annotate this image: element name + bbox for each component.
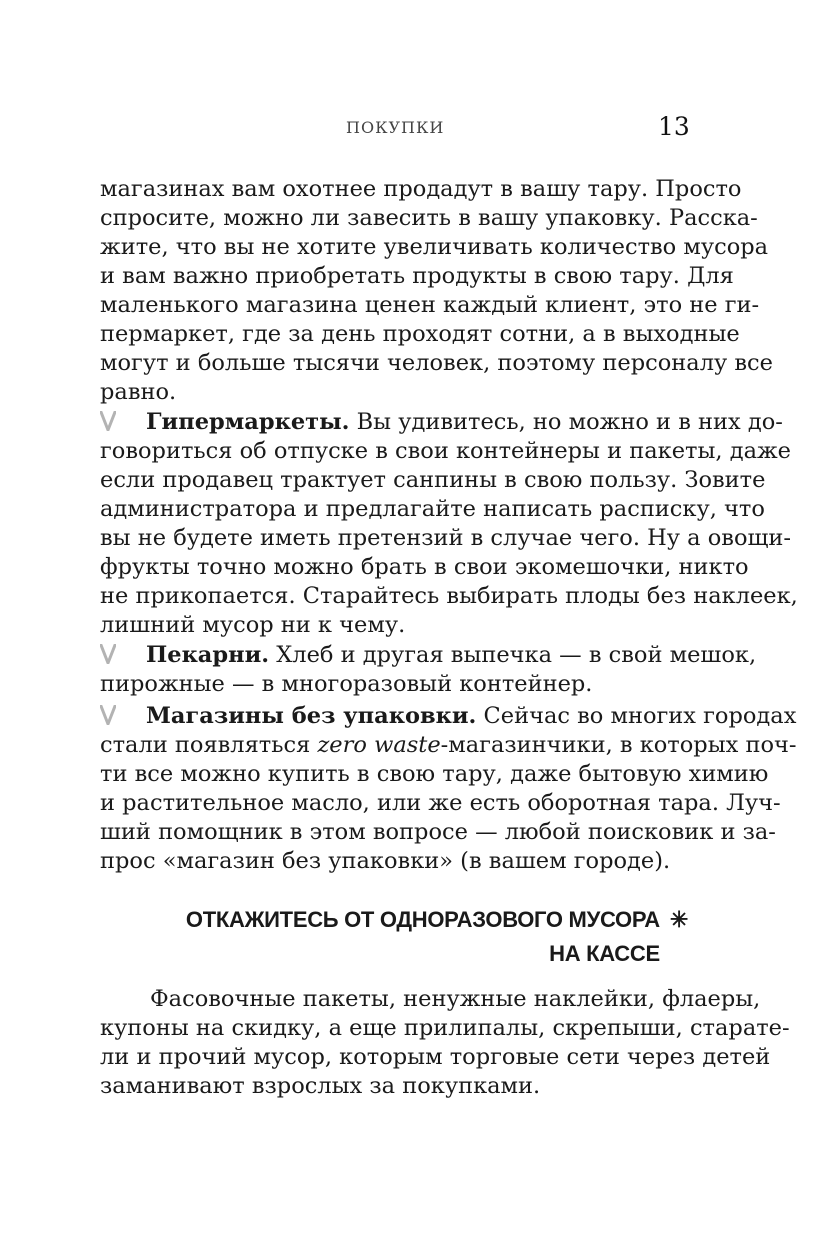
section-heading-text: ОТКАЖИТЕСЬ ОТ ОДНОРАЗОВОГО МУСОРА — [185, 907, 660, 932]
text-line: спросите, можно ли завесить в вашу упаковку. Расска- — [100, 205, 758, 231]
closing-paragraph — [100, 985, 790, 1101]
bullet-item-hypermarkets — [100, 408, 798, 640]
text-line — [100, 641, 757, 670]
text-line: Фасовочные пакеты, ненужные наклейки, флаеры, — [150, 986, 761, 1012]
bullet-text: Вы удивитесь, но можно и в них до- — [349, 409, 783, 435]
section-heading-line2 — [160, 938, 688, 970]
text-line: магазинах вам охотнее продадут в вашу тару. Просто — [100, 176, 742, 202]
bullet-term: Магазины без упаковки. — [146, 703, 477, 729]
section-heading-line1 — [160, 904, 688, 936]
text-line: жите, что вы не хотите увеличивать количество мусора — [100, 234, 769, 260]
text-line: равно. — [100, 379, 177, 405]
text-line: прос «магазин без упаковки» (в вашем городе). — [100, 848, 671, 874]
text-line: и растительное масло, или же есть оборотная тара. Луч- — [100, 790, 781, 816]
italic-term: zero waste — [317, 732, 441, 758]
text-line: купоны на скидку, а еще прилипалы, скрепыши, старате- — [100, 1015, 790, 1041]
text-line: лишний мусор ни к чему. — [100, 612, 406, 638]
text-line: пирожные — в многоразовый контейнер. — [100, 671, 593, 697]
text-line — [100, 731, 797, 760]
text-line: заманивают взрослых за покупками. — [100, 1073, 541, 1099]
text-fragment: стали появляться — [100, 732, 318, 758]
intro-paragraph — [100, 175, 773, 407]
text-line: говориться об отпуске в свои контейнеры и пакеты, даже — [100, 438, 791, 464]
text-line: ли и прочий мусор, которым торговые сети через детей — [100, 1044, 771, 1070]
text-line: вы не будете иметь претензий в случае чего. Ну а овощи- — [100, 525, 792, 551]
check-v-icon — [100, 644, 116, 664]
bullet-text: Сейчас во многих городах — [476, 703, 797, 729]
text-line: ти все можно купить в свою тару, даже бытовую химию — [100, 761, 769, 787]
page-number: 13 — [658, 112, 690, 141]
text-line: и вам важно приобретать продукты в свою тару. Для — [100, 263, 734, 289]
text-line — [100, 408, 783, 437]
text-line: администратора и предлагайте написать расписку, что — [100, 496, 765, 522]
text-fragment: -магазинчики, в которых поч- — [440, 732, 797, 758]
text-line: могут и больше тысячи человек, поэтому персоналу все — [100, 350, 773, 376]
text-line: если продавец трактует санпины в свою пользу. Зовите — [100, 467, 766, 493]
text-line: маленького магазина ценен каждый клиент, это не ги- — [100, 292, 760, 318]
text-line — [100, 702, 797, 731]
text-line: пермаркет, где за день проходят сотни, а в выходные — [100, 321, 740, 347]
running-head: ПОКУПКИ — [346, 118, 445, 137]
section-heading-text: НА КАССЕ — [549, 941, 660, 966]
check-v-icon — [100, 411, 116, 431]
bullet-item-bakeries — [100, 641, 757, 699]
bullet-text: Хлеб и другая выпечка — в свой мешок, — [269, 642, 757, 668]
text-line: ший помощник в этом вопросе — любой поисковик и за- — [100, 819, 776, 845]
text-line: фрукты точно можно брать в свои экомешочки, никто — [100, 554, 749, 580]
text-line: не прикопается. Старайтесь выбирать плоды без наклеек, — [100, 583, 798, 609]
check-v-icon — [100, 705, 116, 725]
bullet-item-package-free-stores — [100, 702, 797, 876]
bullet-term: Гипермаркеты. — [146, 409, 350, 435]
asterisk-ornament-icon: ✳ — [669, 907, 688, 932]
bullet-term: Пекарни. — [146, 642, 270, 668]
